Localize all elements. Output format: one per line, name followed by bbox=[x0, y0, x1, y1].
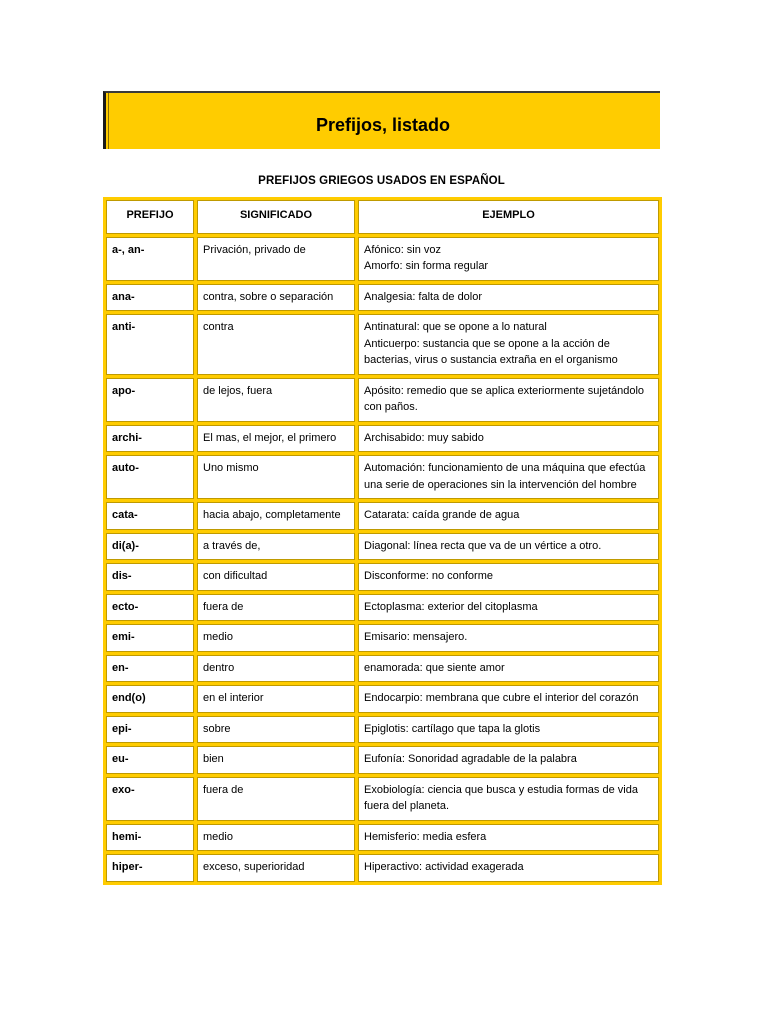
table-row bbox=[106, 563, 659, 591]
meaning-cell: a través de, bbox=[197, 533, 355, 561]
table-row bbox=[106, 777, 659, 821]
table-row bbox=[106, 655, 659, 683]
table-header-row bbox=[106, 200, 659, 234]
example-cell bbox=[358, 314, 659, 375]
meaning-cell: medio bbox=[197, 624, 355, 652]
table-row bbox=[106, 533, 659, 561]
example-text: Disconforme: no conforme bbox=[364, 570, 493, 582]
example-cell bbox=[358, 777, 659, 821]
meaning-cell: contra, sobre o separación bbox=[197, 284, 355, 312]
example-text: Epiglotis: cartílago que tapa la glotis bbox=[364, 722, 541, 735]
table-row bbox=[106, 594, 659, 622]
table-row bbox=[106, 455, 659, 499]
meaning-cell: en el interior bbox=[197, 685, 355, 713]
prefix-cell: emi- bbox=[106, 624, 194, 652]
meaning-cell: sobre bbox=[197, 716, 355, 744]
example-cell bbox=[358, 655, 659, 683]
example-cell bbox=[358, 854, 659, 882]
table-caption: PREFIJOS GRIEGOS USADOS EN ESPAÑOL bbox=[258, 175, 505, 187]
example-cell bbox=[358, 425, 659, 453]
meaning-cell: de lejos, fuera bbox=[197, 378, 355, 422]
table-row bbox=[106, 824, 659, 852]
meaning-cell: fuera de bbox=[197, 594, 355, 622]
example-text: Analgesia: falta de dolor bbox=[364, 290, 483, 303]
header-meaning: SIGNIFICADO bbox=[197, 200, 355, 234]
prefix-cell: end(o) bbox=[106, 685, 194, 713]
header-prefix: PREFIJO bbox=[106, 200, 194, 234]
example-text: Apósito: remedio que se aplica exteriormente sujetándolo con paños. bbox=[364, 384, 645, 413]
prefix-cell: auto- bbox=[106, 455, 194, 499]
table-row bbox=[106, 502, 659, 530]
meaning-cell: con dificultad bbox=[197, 563, 355, 591]
example-cell bbox=[358, 502, 659, 530]
meaning-cell: exceso, superioridad bbox=[197, 854, 355, 882]
meaning-cell: hacia abajo, completamente bbox=[197, 502, 355, 530]
page-title: Prefijos, listado bbox=[315, 114, 451, 135]
example-cell bbox=[358, 378, 659, 422]
prefix-cell: dis- bbox=[106, 563, 194, 591]
example-cell bbox=[358, 824, 659, 852]
example-text: Exobiología: ciencia que busca y estudia formas de vida fuera del planeta. bbox=[364, 783, 638, 812]
example-text: Ectoplasma: exterior del citoplasma bbox=[364, 600, 538, 613]
meaning-cell: fuera de bbox=[197, 777, 355, 821]
example-cell bbox=[358, 533, 659, 561]
example-text: Emisario: mensajero. bbox=[364, 631, 468, 643]
prefix-table bbox=[103, 197, 662, 885]
example-text: Antinatural: que se opone a lo natural bbox=[364, 321, 547, 333]
example-text: Catarata: caída grande de agua bbox=[364, 509, 520, 521]
example-text: Hiperactivo: actividad exagerada bbox=[364, 861, 524, 873]
example-text: Diagonal: línea recta que va de un vértice a otro. bbox=[364, 539, 602, 552]
table-row bbox=[106, 237, 659, 281]
example-cell bbox=[358, 563, 659, 591]
prefix-cell: apo- bbox=[106, 378, 194, 422]
example-cell bbox=[358, 455, 659, 499]
example-text: enamorada: que siente amor bbox=[364, 661, 505, 674]
prefix-cell: epi- bbox=[106, 716, 194, 744]
example-text: Hemisferio: media esfera bbox=[364, 830, 487, 843]
meaning-cell: bien bbox=[197, 746, 355, 774]
prefix-cell: eu- bbox=[106, 746, 194, 774]
meaning-cell: dentro bbox=[197, 655, 355, 683]
prefix-cell: ana- bbox=[106, 284, 194, 312]
table-row bbox=[106, 284, 659, 312]
example-text: Eufonía: Sonoridad agradable de la palabra bbox=[364, 753, 577, 765]
header-example: EJEMPLO bbox=[358, 200, 659, 234]
table-row bbox=[106, 716, 659, 744]
table-row bbox=[106, 685, 659, 713]
prefix-cell: a-, an- bbox=[106, 237, 194, 281]
prefix-cell: di(a)- bbox=[106, 533, 194, 561]
meaning-cell: medio bbox=[197, 824, 355, 852]
example-cell bbox=[358, 594, 659, 622]
prefix-cell: exo- bbox=[106, 777, 194, 821]
meaning-cell: contra bbox=[197, 314, 355, 375]
example-cell bbox=[358, 685, 659, 713]
example-cell bbox=[358, 746, 659, 774]
example-text: Amorfo: sin forma regular bbox=[364, 260, 489, 272]
table-body bbox=[106, 237, 659, 882]
example-text: Afónico: sin voz bbox=[364, 243, 442, 256]
table-row bbox=[106, 746, 659, 774]
example-text: Anticuerpo: sustancia que se opone a la acción de bacterias, virus o sustancia extraña en el organismo bbox=[364, 337, 618, 366]
example-cell bbox=[358, 284, 659, 312]
prefix-cell: hemi- bbox=[106, 824, 194, 852]
example-cell bbox=[358, 624, 659, 652]
title-banner bbox=[103, 91, 660, 149]
meaning-cell: Privación, privado de bbox=[197, 237, 355, 281]
prefix-cell: hiper- bbox=[106, 854, 194, 882]
prefix-cell: anti- bbox=[106, 314, 194, 375]
table-row bbox=[106, 624, 659, 652]
prefix-cell: ecto- bbox=[106, 594, 194, 622]
prefix-cell: cata- bbox=[106, 502, 194, 530]
table-row bbox=[106, 425, 659, 453]
prefix-cell: archi- bbox=[106, 425, 194, 453]
example-text: Endocarpio: membrana que cubre el interior del corazón bbox=[364, 692, 639, 704]
table-row bbox=[106, 314, 659, 375]
table-row bbox=[106, 378, 659, 422]
meaning-cell: El mas, el mejor, el primero bbox=[197, 425, 355, 453]
prefix-cell: en- bbox=[106, 655, 194, 683]
example-cell bbox=[358, 237, 659, 281]
example-text: Archisabido: muy sabido bbox=[364, 431, 484, 444]
example-text: Automación: funcionamiento de una máquina que efectúa una serie de operaciones sin la intervención del hombre bbox=[364, 462, 646, 491]
meaning-cell: Uno mismo bbox=[197, 455, 355, 499]
table-row bbox=[106, 854, 659, 882]
example-cell bbox=[358, 716, 659, 744]
